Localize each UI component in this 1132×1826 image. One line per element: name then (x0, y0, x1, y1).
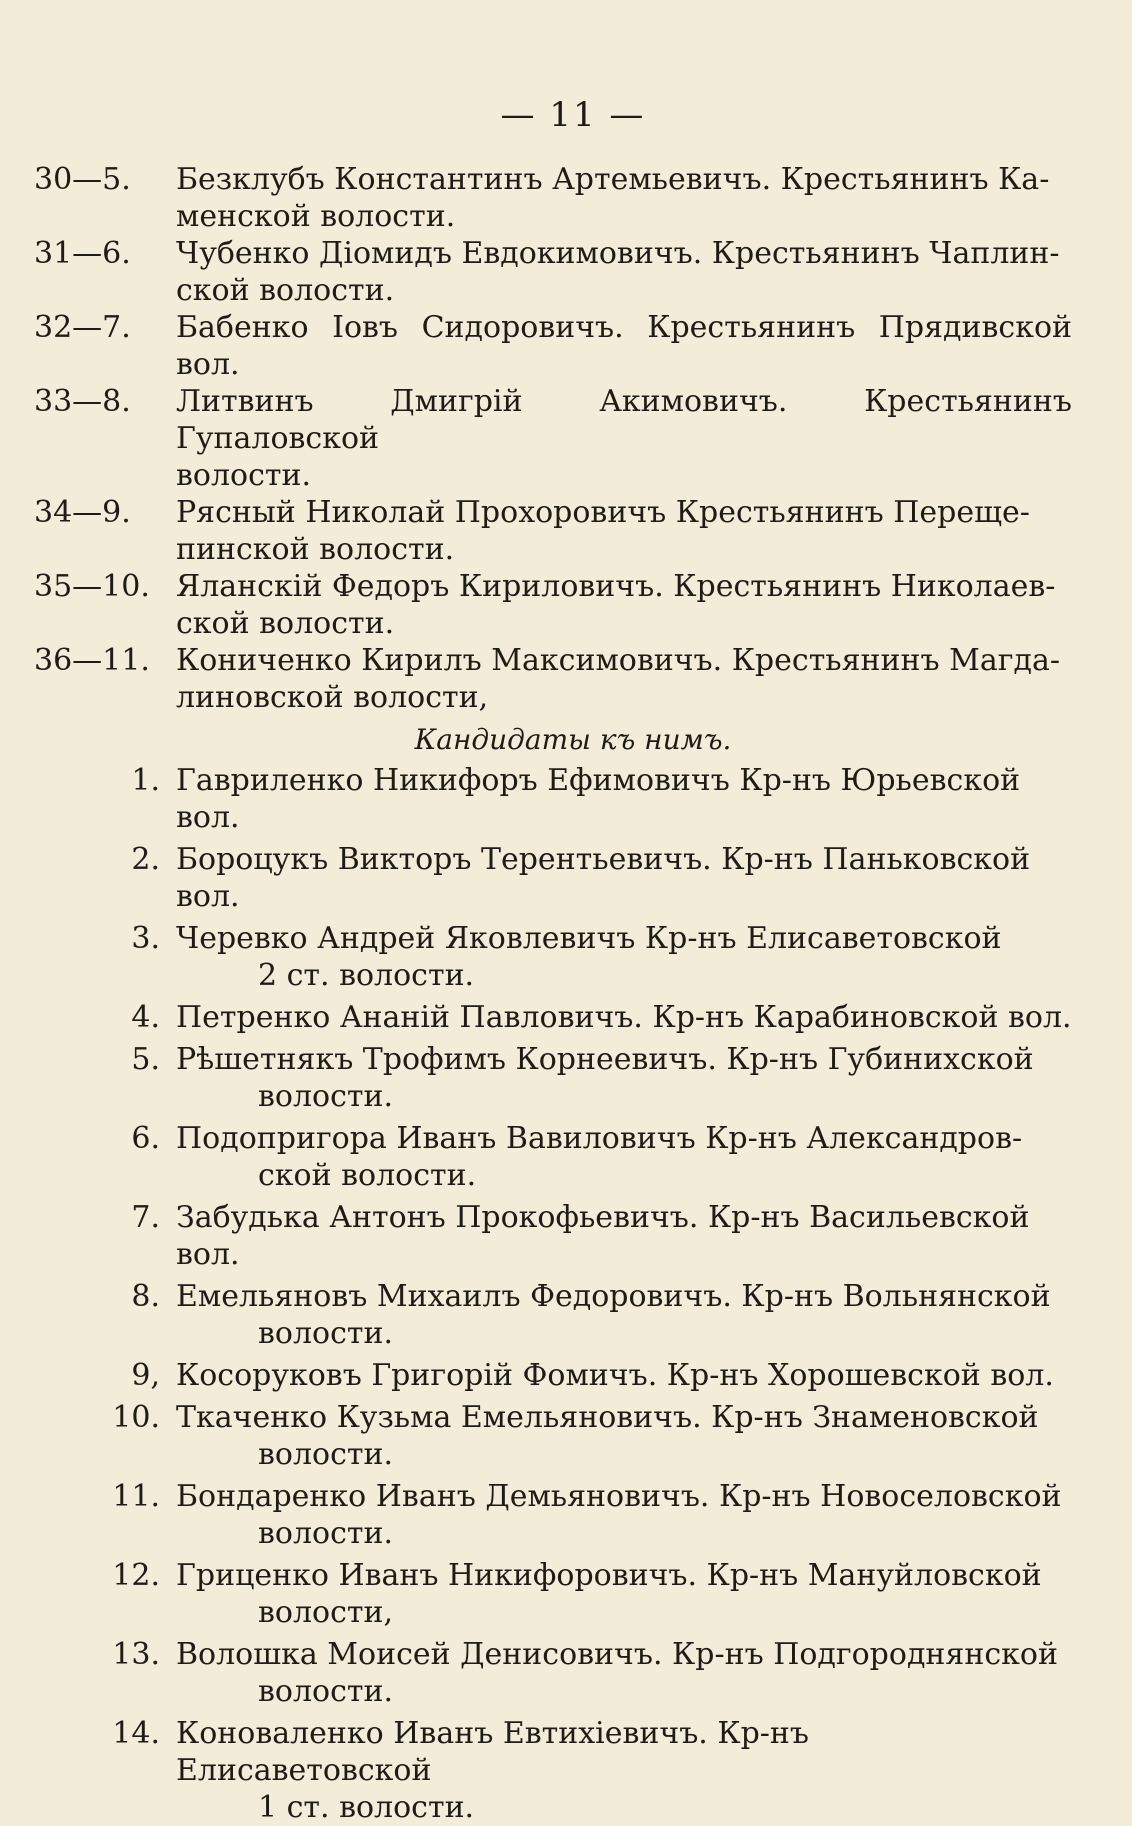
list-item (34, 309, 1072, 383)
entry-text: Безклубъ Константинъ Артемьевичъ. Крестьянинъ Ка- менской волости. (176, 162, 1050, 234)
member-list (34, 161, 1072, 716)
entry-text: Бабенко Іовъ Сидоровичъ. Крестьянинъ Прядивской вол. (176, 310, 1072, 382)
candidate-text: Бондаренко Иванъ Демьяновичъ. Кр-нъ Новоселовской волости. (176, 1479, 1062, 1551)
entry-text: Рясный Николай Прохоровичъ Крестьянинъ Перещe- пинской волости. (176, 495, 1030, 567)
entry-number: 30—5. (34, 162, 131, 197)
candidate-text: Ткаченко Кузьма Емельяновичъ. Кр-нъ Знаменовской волости. (176, 1400, 1039, 1472)
candidate-number: 10. (112, 1400, 160, 1435)
entry-text: Чубенко Діомидъ Евдокимовичъ. Крестьянинъ Чаплин- ской волости. (176, 236, 1060, 308)
candidate-text: Косоруковъ Григорій Фомичъ. Кр-нъ Хорошевской вол. (176, 1358, 1054, 1393)
entry-text: Яланскій Федоръ Кириловичъ. Крестьянинъ Николаев- ской волости. (176, 569, 1056, 641)
entry-number: 32—7. (34, 310, 131, 345)
candidate-number: 7. (131, 1200, 160, 1235)
candidate-number: 11. (112, 1479, 160, 1514)
list-item (34, 1399, 1072, 1473)
candidate-number: 8. (131, 1279, 160, 1314)
entry-text: Кониченко Кирилъ Максимовичъ. Крестьянинъ Магда- линовской волости, (176, 643, 1060, 715)
list-item (34, 1715, 1072, 1826)
candidate-number: 1. (131, 763, 160, 798)
candidate-text: Рѣшетнякъ Трофимъ Корнеевичъ. Кр-нъ Губинихской волости. (176, 1042, 1034, 1114)
list-item (34, 1120, 1072, 1194)
list-item (34, 1041, 1072, 1115)
list-item (34, 1199, 1072, 1273)
page-number: — 11 — (500, 95, 646, 135)
list-item (34, 494, 1072, 568)
candidate-text: Емельяновъ Михаилъ Федоровичъ. Кр-нъ Вольнянской волости. (176, 1279, 1051, 1351)
list-item (34, 999, 1072, 1036)
entry-number: 36—11. (34, 643, 150, 678)
candidate-text: Гриценко Иванъ Никифоровичъ. Кр-нъ Мануйловской волости, (176, 1558, 1042, 1630)
candidate-number: 13. (112, 1637, 160, 1672)
candidate-number: 12. (112, 1558, 160, 1593)
list-item (34, 920, 1072, 994)
candidate-text: Бороцукъ Викторъ Терентьевичъ. Кр-нъ Паньковской вол. (176, 842, 1031, 914)
candidate-list (34, 762, 1072, 1826)
entry-text: Литвинъ Дмигрій Акимовичъ. Крестьянинъ Гупаловской волости. (176, 384, 1072, 493)
entry-number: 33—8. (34, 384, 131, 419)
candidate-text: Подопригора Иванъ Вавиловичъ Кр-нъ Александров- ской волости. (176, 1121, 1023, 1193)
candidate-text: Гавриленко Никифоръ Ефимовичъ Кр-нъ Юрьевской вол. (176, 763, 1021, 835)
candidate-number: 2. (131, 842, 160, 877)
candidate-text: Волошка Моисей Денисовичъ. Кр-нъ Подгороднянской волости. (176, 1637, 1058, 1709)
entry-number: 34—9. (34, 495, 131, 530)
entry-number: 31—6. (34, 236, 131, 271)
list-item (34, 1278, 1072, 1352)
list-item (34, 762, 1072, 836)
candidates-heading: Кандидаты къ нимъ. (414, 723, 732, 756)
candidate-number: 3. (131, 921, 160, 956)
entry-number: 35—10. (34, 569, 150, 604)
candidate-text: Забудька Антонъ Прокофьевичъ. Кр-нъ Васильевской вол. (176, 1200, 1030, 1272)
list-item (34, 1357, 1072, 1394)
list-item (34, 841, 1072, 915)
list-item (34, 1557, 1072, 1631)
candidate-number: 5. (131, 1042, 160, 1077)
candidate-number: 6. (131, 1121, 160, 1156)
list-item (34, 161, 1072, 235)
list-item (34, 383, 1072, 494)
list-item (34, 1636, 1072, 1710)
candidate-text: Петренко Ананій Павловичъ. Кр-нъ Карабиновской вол. (176, 1000, 1072, 1035)
candidate-text: Черевко Андрей Яковлевичъ Кр-нъ Елисаветовской 2 ст. волости. (176, 921, 1002, 993)
candidate-number: 14. (112, 1716, 160, 1751)
candidate-number: 9, (131, 1358, 160, 1393)
candidate-text: Коноваленко Иванъ Евтихіевичъ. Кр-нъ Елисаветовской 1 ст. волости. (176, 1716, 809, 1825)
list-item (34, 642, 1072, 716)
candidate-number: 4. (131, 1000, 160, 1035)
list-item (34, 235, 1072, 309)
list-item (34, 568, 1072, 642)
list-item (34, 1478, 1072, 1552)
